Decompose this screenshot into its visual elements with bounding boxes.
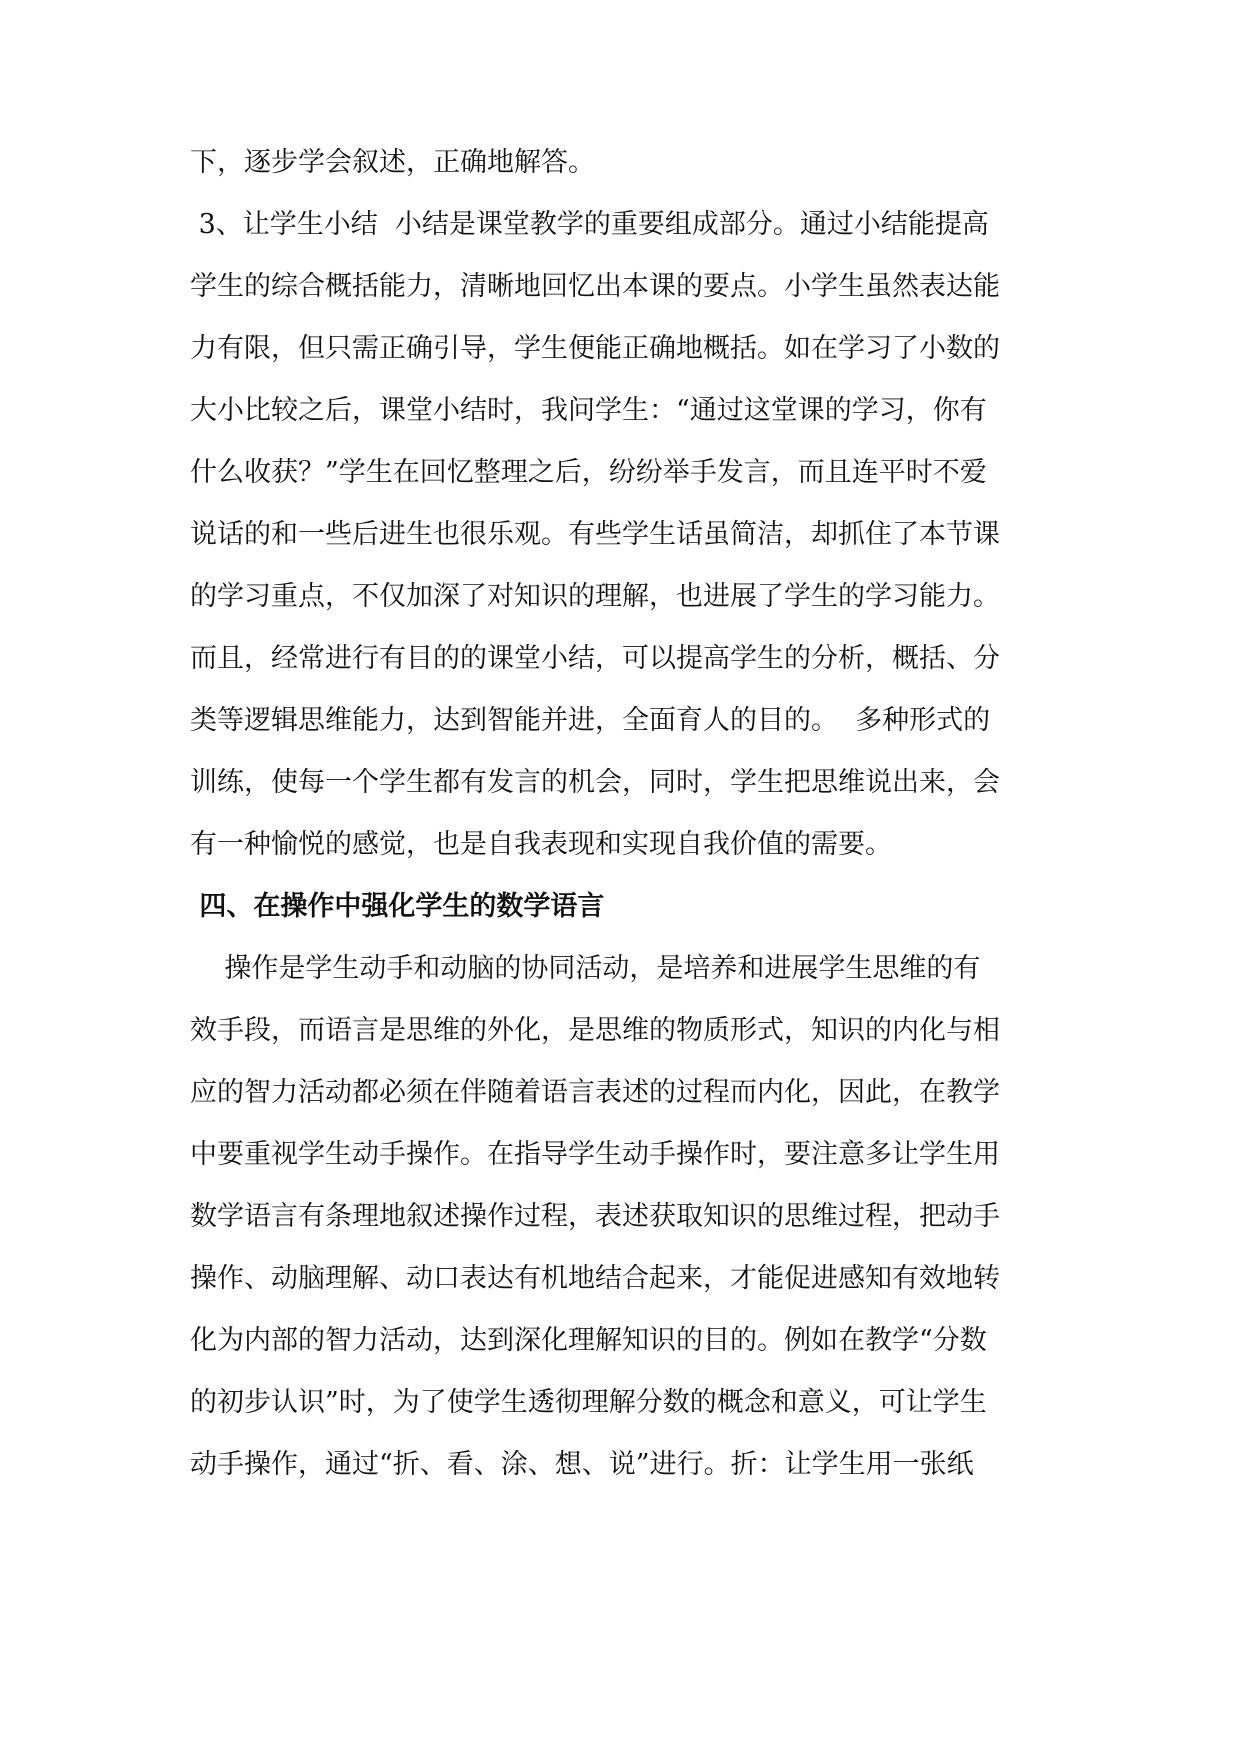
text-line: 的学习重点，不仅加深了对知识的理解，也进展了学生的学习能力。 bbox=[190, 581, 1000, 612]
text-line: 应的智力活动都必须在伴随着语言表述的过程而内化，因此，在教学 bbox=[190, 1077, 1000, 1108]
text-line: 什么收获？”学生在回忆整理之后，纷纷举手发言，而且连平时不爱 bbox=[190, 457, 987, 488]
text-line: 有一种愉悦的感觉，也是自我表现和实现自我价值的需要。 bbox=[190, 829, 892, 860]
text-line: 大小比较之后，课堂小结时，我问学生：“通过这堂课的学习，你有 bbox=[190, 395, 987, 426]
text-line: 操作、动脑理解、动口表达有机地结合起来，才能促进感知有效地转 bbox=[190, 1263, 1000, 1294]
text-line: 3、让学生小结 小结是课堂教学的重要组成部分。通过小结能提高 bbox=[190, 209, 989, 240]
text-line: 化为内部的智力活动，达到深化理解知识的目的。例如在教学“分数 bbox=[190, 1325, 987, 1356]
text-line: 而且，经常进行有目的的课堂小结，可以提高学生的分析，概括、分 bbox=[190, 643, 1000, 674]
text-line: 中要重视学生动手操作。在指导学生动手操作时，要注意多让学生用 bbox=[190, 1139, 1000, 1170]
text-line: 数学语言有条理地叙述操作过程，表述获取知识的思维过程，把动手 bbox=[190, 1201, 1000, 1232]
text-line: 力有限，但只需正确引导，学生便能正确地概括。如在学习了小数的 bbox=[190, 333, 1000, 364]
text-line: 下，逐步学会叙述，正确地解答。 bbox=[190, 147, 595, 178]
text-line: 动手操作，通过“折、看、涂、想、说”进行。折：让学生用一张纸 bbox=[190, 1449, 974, 1480]
text-line: 操作是学生动手和动脑的协同活动，是培养和进展学生思维的有 bbox=[190, 953, 981, 984]
text-line: 类等逻辑思维能力，达到智能并进，全面育人的目的。 多种形式的 bbox=[190, 705, 991, 736]
text-line: 训练，使每一个学生都有发言的机会，同时，学生把思维说出来，会 bbox=[190, 767, 1000, 798]
text-line: 的初步认识”时，为了使学生透彻理解分数的概念和意义，可让学生 bbox=[190, 1387, 987, 1418]
text-line: 效手段，而语言是思维的外化，是思维的物质形式，知识的内化与相 bbox=[190, 1015, 1000, 1046]
text-line: 说话的和一些后进生也很乐观。有些学生话虽简洁，却抓住了本节课 bbox=[190, 519, 1000, 550]
text-line: 学生的综合概括能力，清晰地回忆出本课的要点。小学生虽然表达能 bbox=[190, 271, 1000, 302]
section-heading: 四、在操作中强化学生的数学语言 bbox=[190, 891, 605, 922]
